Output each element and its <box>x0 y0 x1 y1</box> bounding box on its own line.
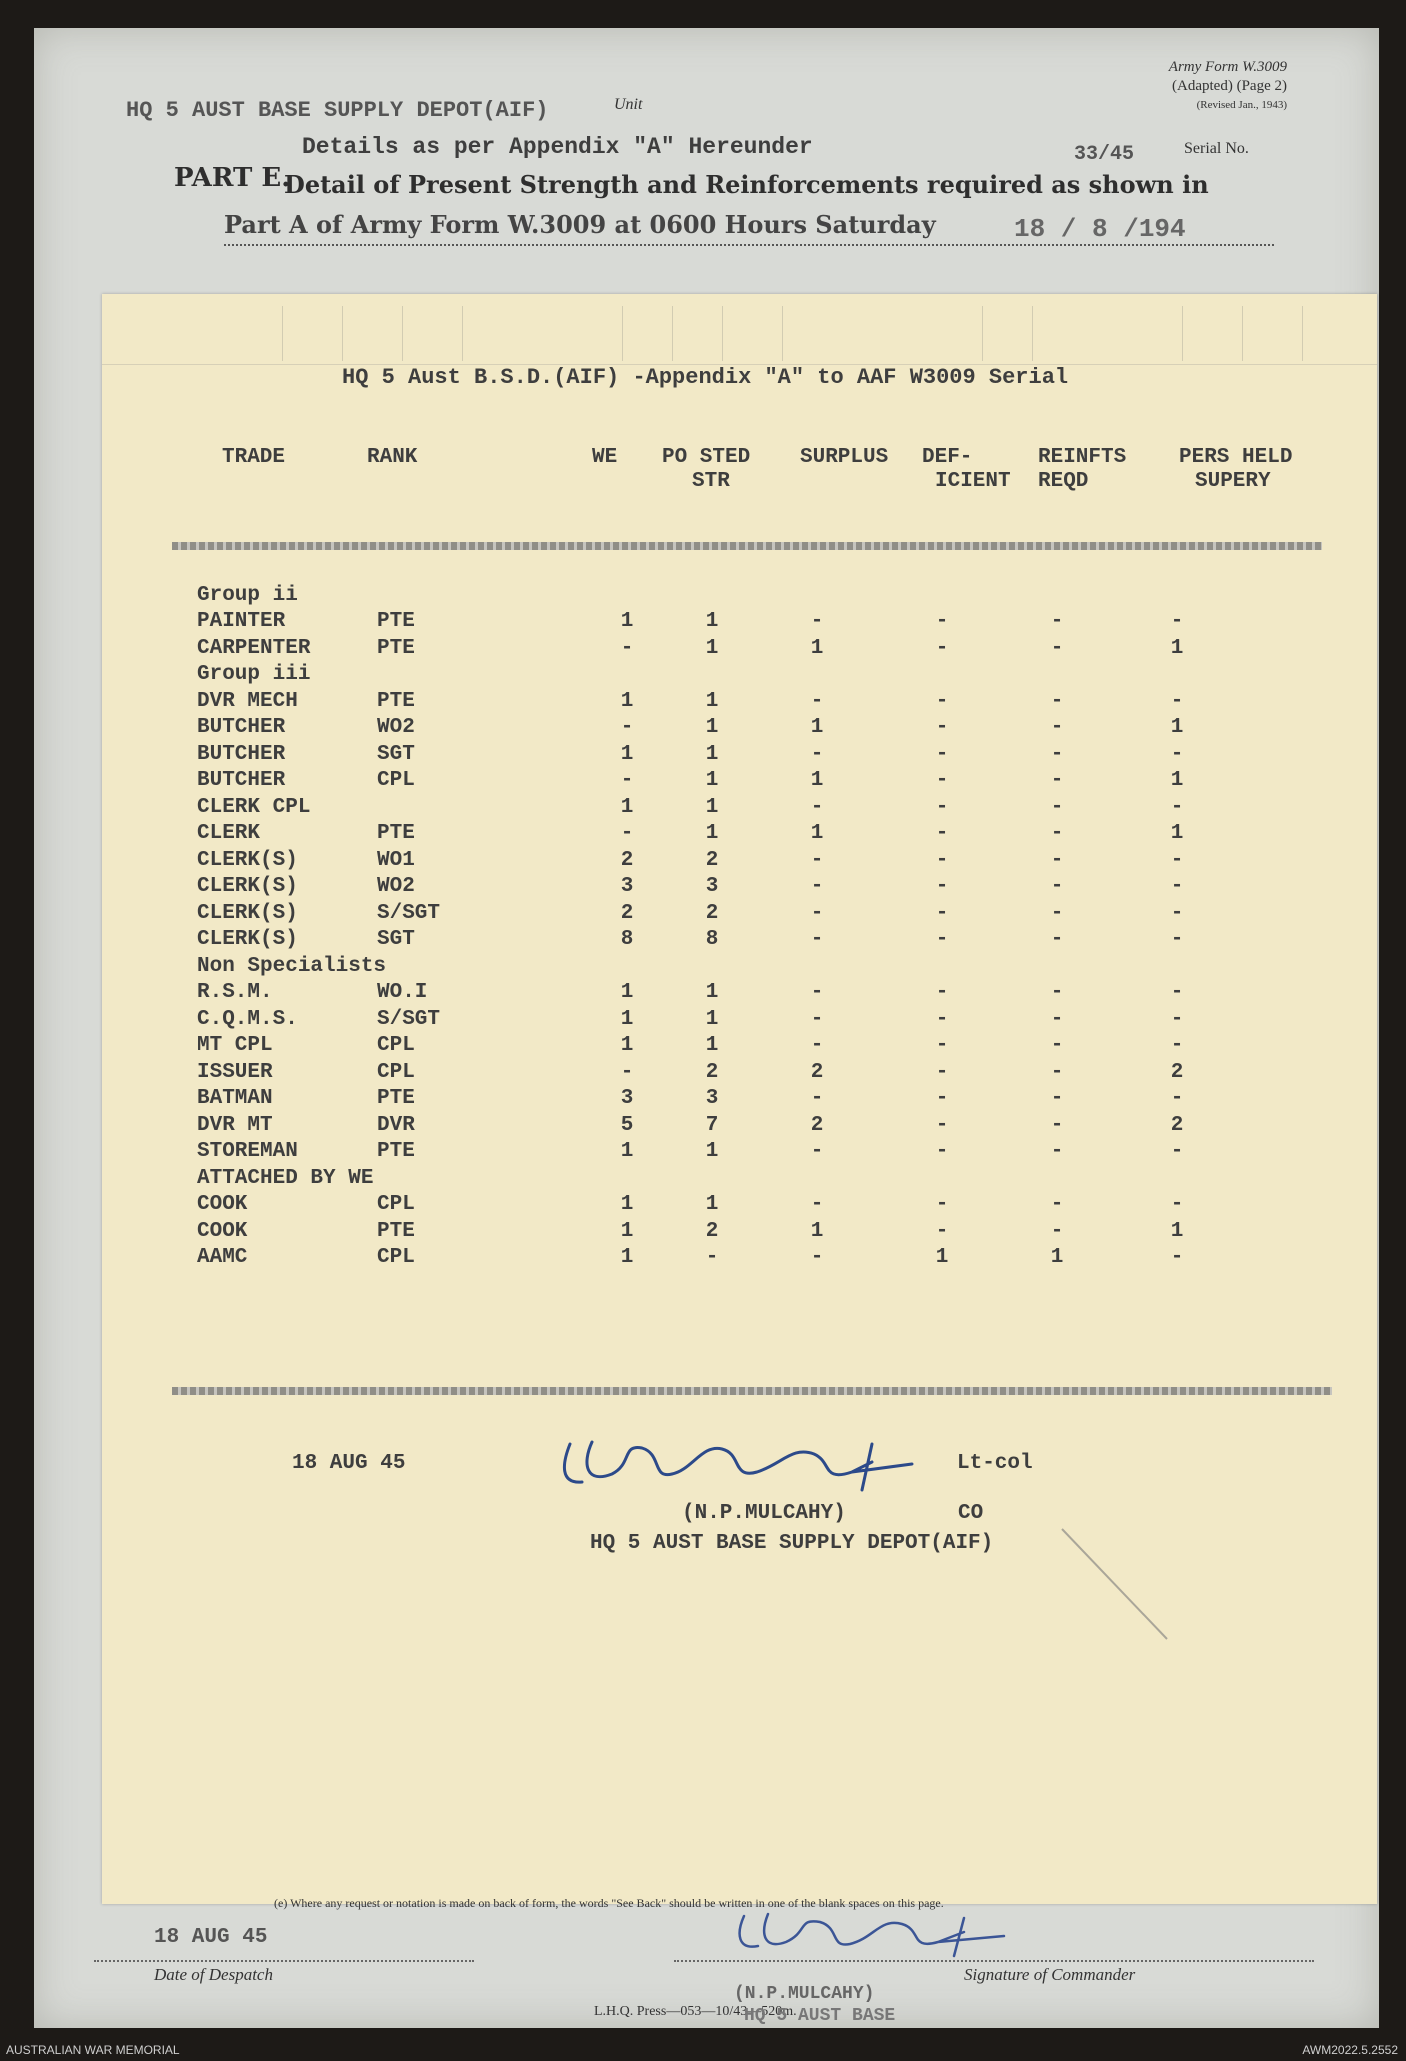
cell-pers: - <box>1170 1140 1184 1164</box>
header-pers-2: SUPERY <box>1195 470 1271 493</box>
header-reinfts: REINFTS <box>1038 446 1127 469</box>
cell-reinfts: - <box>1050 742 1064 766</box>
cell-posted: 1 <box>705 742 719 766</box>
cell-posted: 1 <box>705 822 719 846</box>
cell-surplus: - <box>810 928 824 952</box>
cell-we: 2 <box>620 901 634 925</box>
cell-we: - <box>620 822 634 846</box>
cell-we: - <box>620 636 634 660</box>
cell-reinfts: - <box>1050 848 1064 872</box>
table-row <box>197 1112 1247 1139</box>
cell-trade: CARPENTER <box>197 636 311 660</box>
cell-rank: WO.I <box>377 981 428 1005</box>
table-row <box>197 715 1247 742</box>
form-adapted: (Adapted) (Page 2) <box>1172 78 1287 94</box>
header-we: WE <box>592 446 618 469</box>
cell-rank: CPL <box>377 1193 415 1217</box>
cell-deficient: - <box>935 1087 949 1111</box>
cell-surplus: - <box>810 689 824 713</box>
appendix-name: (N.P.MULCAHY) <box>682 1502 846 1525</box>
cell-deficient: - <box>935 1193 949 1217</box>
cell-pers: - <box>1170 981 1184 1005</box>
form-revised: (Revised Jan., 1943) <box>1196 99 1287 111</box>
cell-deficient: - <box>935 928 949 952</box>
table-row <box>197 1192 1247 1219</box>
header-posted: PO STED <box>662 446 751 469</box>
cell-deficient: - <box>935 636 949 660</box>
cell-trade: AAMC <box>197 1246 248 1270</box>
cell-pers: 1 <box>1170 1219 1184 1243</box>
cell-reinfts: - <box>1050 928 1064 952</box>
cell-reinfts: - <box>1050 875 1064 899</box>
cell-deficient: - <box>935 1007 949 1031</box>
cell-trade: CLERK CPL <box>197 795 311 819</box>
cell-trade: CLERK(S) <box>197 875 298 899</box>
cell-we: - <box>620 716 634 740</box>
cell-surplus: 1 <box>810 1219 824 1243</box>
cell-trade: DVR MECH <box>197 689 298 713</box>
cell-we: 1 <box>620 1034 634 1058</box>
cell-deficient: - <box>935 742 949 766</box>
co-signature <box>552 1424 942 1494</box>
table-row <box>197 874 1247 901</box>
cell-deficient: - <box>935 1113 949 1137</box>
table-row <box>197 1086 1247 1113</box>
cell-surplus: 1 <box>810 716 824 740</box>
pencil-stroke <box>1052 1524 1182 1644</box>
cell-rank: PTE <box>377 1087 415 1111</box>
cell-trade: COOK <box>197 1193 248 1217</box>
unit-label: Unit <box>614 96 643 113</box>
cell-pers: - <box>1170 848 1184 872</box>
table-row <box>197 609 1247 636</box>
cell-we: 5 <box>620 1113 634 1137</box>
cell-we: 1 <box>620 1219 634 1243</box>
cell-deficient: - <box>935 769 949 793</box>
appendix-unit: HQ 5 AUST BASE SUPPLY DEPOT(AIF) <box>590 1532 994 1555</box>
cell-posted: 2 <box>705 848 719 872</box>
cell-pers: - <box>1170 742 1184 766</box>
cell-posted: 1 <box>705 1193 719 1217</box>
cell-surplus: - <box>810 1007 824 1031</box>
cell-reinfts: - <box>1050 1193 1064 1217</box>
cell-rank: SGT <box>377 928 415 952</box>
table-row <box>197 635 1247 662</box>
group-label: ATTACHED BY WE <box>197 1166 374 1190</box>
cell-pers: - <box>1170 610 1184 634</box>
appendix-role: CO <box>958 1502 984 1525</box>
table-row <box>197 900 1247 927</box>
despatch-line <box>94 1960 474 1962</box>
group-label: Group ii <box>197 583 298 607</box>
cell-posted: 1 <box>705 769 719 793</box>
cell-we: 1 <box>620 981 634 1005</box>
cell-reinfts: - <box>1050 1087 1064 1111</box>
cell-reinfts: - <box>1050 1060 1064 1084</box>
despatch-date: 18 AUG 45 <box>154 1926 268 1949</box>
table-row <box>197 741 1247 768</box>
cell-pers: - <box>1170 1034 1184 1058</box>
cell-trade: ISSUER <box>197 1060 273 1084</box>
cell-we: - <box>620 769 634 793</box>
cell-deficient: - <box>935 1140 949 1164</box>
cell-rank: WO1 <box>377 848 415 872</box>
cell-surplus: 1 <box>810 822 824 846</box>
cell-posted: 1 <box>705 716 719 740</box>
cell-deficient: 1 <box>935 1246 949 1270</box>
cell-trade: CLERK(S) <box>197 928 298 952</box>
cell-rank: CPL <box>377 1246 415 1270</box>
cell-deficient: - <box>935 848 949 872</box>
cell-pers: - <box>1170 689 1184 713</box>
title-line-2: Part A of Army Form W.3009 at 0600 Hours Saturday <box>224 210 936 239</box>
cell-pers: - <box>1170 928 1184 952</box>
header-posted-2: STR <box>692 470 730 493</box>
cell-trade: BUTCHER <box>197 769 286 793</box>
date-underline <box>224 244 1274 246</box>
cell-pers: - <box>1170 795 1184 819</box>
cell-posted: 1 <box>705 636 719 660</box>
unit-typed: HQ 5 AUST BASE SUPPLY DEPOT(AIF) <box>126 98 549 123</box>
cell-reinfts: - <box>1050 1140 1064 1164</box>
cell-we: 1 <box>620 689 634 713</box>
cell-trade: DVR MT <box>197 1113 273 1137</box>
cell-posted: 1 <box>705 1007 719 1031</box>
form-name: Army Form W.3009 <box>1168 59 1287 75</box>
header-deficient: DEF- <box>922 446 973 469</box>
cell-rank: S/SGT <box>377 901 441 925</box>
table-row <box>197 794 1247 821</box>
cell-pers: 1 <box>1170 716 1184 740</box>
watermark-right: AWM2022.5.2552 <box>1302 2043 1398 2057</box>
table-row <box>197 768 1247 795</box>
table-row <box>197 821 1247 848</box>
cell-posted: 1 <box>705 795 719 819</box>
table-row <box>197 980 1247 1007</box>
cell-trade: MT CPL <box>197 1034 273 1058</box>
title-line-1: Detail of Present Strength and Reinforcements required as shown in <box>284 170 1209 199</box>
cell-we: - <box>620 1060 634 1084</box>
details-typed: Details as per Appendix "A" Hereunder <box>302 134 813 160</box>
cell-rank: PTE <box>377 610 415 634</box>
cell-surplus: - <box>810 1087 824 1111</box>
cell-pers: - <box>1170 1246 1184 1270</box>
cell-trade: CLERK(S) <box>197 848 298 872</box>
cell-rank: SGT <box>377 742 415 766</box>
cell-surplus: - <box>810 901 824 925</box>
despatch-label: Date of Despatch <box>154 1965 273 1984</box>
header-reinfts-2: REQD <box>1038 470 1089 493</box>
appendix-date: 18 AUG 45 <box>292 1452 406 1475</box>
cell-posted: 2 <box>705 901 719 925</box>
cell-we: 1 <box>620 1246 634 1270</box>
cell-trade: BATMAN <box>197 1087 273 1111</box>
commander-signature <box>724 1904 1024 1960</box>
cell-reinfts: - <box>1050 689 1064 713</box>
cell-pers: - <box>1170 1193 1184 1217</box>
cell-posted: 1 <box>705 981 719 1005</box>
cell-pers: - <box>1170 1007 1184 1031</box>
form-reference <box>1169 58 1287 115</box>
appendix-title: HQ 5 Aust B.S.D.(AIF) -Appendix "A" to AAF W3009 Serial <box>342 365 1069 390</box>
cell-trade: R.S.M. <box>197 981 273 1005</box>
cell-surplus: - <box>810 875 824 899</box>
cell-rank: PTE <box>377 689 415 713</box>
cell-surplus: 2 <box>810 1060 824 1084</box>
appendix-sheet <box>102 294 1377 1904</box>
cell-deficient: - <box>935 1219 949 1243</box>
cell-reinfts: - <box>1050 610 1064 634</box>
cell-reinfts: - <box>1050 716 1064 740</box>
cell-deficient: - <box>935 822 949 846</box>
cell-surplus: - <box>810 610 824 634</box>
cell-we: 1 <box>620 610 634 634</box>
cell-trade: BUTCHER <box>197 742 286 766</box>
table-row <box>197 927 1247 954</box>
cell-rank: WO2 <box>377 875 415 899</box>
part-label: PART E. <box>174 163 291 193</box>
cell-we: 1 <box>620 1007 634 1031</box>
group-heading <box>197 1165 1247 1192</box>
cell-trade: COOK <box>197 1219 248 1243</box>
cell-surplus: - <box>810 1193 824 1217</box>
cell-posted: 8 <box>705 928 719 952</box>
cell-deficient: - <box>935 901 949 925</box>
cell-trade: PAINTER <box>197 610 286 634</box>
cell-we: 1 <box>620 742 634 766</box>
cell-surplus: - <box>810 1246 824 1270</box>
cell-surplus: - <box>810 795 824 819</box>
table-row <box>197 1139 1247 1166</box>
cell-deficient: - <box>935 610 949 634</box>
header-surplus: SURPLUS <box>800 446 889 469</box>
cell-pers: - <box>1170 1087 1184 1111</box>
header-deficient-2: ICIENT <box>935 470 1011 493</box>
cell-we: 1 <box>620 1140 634 1164</box>
cell-rank: S/SGT <box>377 1007 441 1031</box>
cell-trade: CLERK <box>197 822 261 846</box>
cell-reinfts: - <box>1050 1007 1064 1031</box>
cell-rank: CPL <box>377 769 415 793</box>
date-typed: 18 / 8 /194 <box>1014 214 1186 244</box>
cell-reinfts: - <box>1050 1219 1064 1243</box>
cell-pers: 1 <box>1170 822 1184 846</box>
cell-surplus: - <box>810 1034 824 1058</box>
cell-surplus: - <box>810 742 824 766</box>
group-label: Group iii <box>197 663 311 687</box>
cell-deficient: - <box>935 689 949 713</box>
cell-reinfts: - <box>1050 901 1064 925</box>
cell-we: 8 <box>620 928 634 952</box>
serial-label: Serial No. <box>1184 140 1249 157</box>
cell-reinfts: - <box>1050 636 1064 660</box>
header-rank: RANK <box>367 446 418 469</box>
cell-pers: 1 <box>1170 636 1184 660</box>
header-rule <box>172 542 1322 550</box>
cell-surplus: - <box>810 848 824 872</box>
cell-rank: PTE <box>377 1140 415 1164</box>
cell-rank <box>377 794 587 821</box>
cell-surplus: - <box>810 981 824 1005</box>
cell-posted: - <box>705 1246 719 1270</box>
table-row <box>197 847 1247 874</box>
cell-posted: 1 <box>705 1140 719 1164</box>
table-row <box>197 1218 1247 1245</box>
cell-surplus: - <box>810 1140 824 1164</box>
ghost-column-headers <box>102 294 1377 365</box>
group-heading <box>197 582 1247 609</box>
cell-we: 2 <box>620 848 634 872</box>
table-row <box>197 1006 1247 1033</box>
signature-line <box>674 1960 1314 1962</box>
table-row <box>197 688 1247 715</box>
cell-posted: 2 <box>705 1219 719 1243</box>
cell-rank: CPL <box>377 1060 415 1084</box>
cell-trade: CLERK(S) <box>197 901 298 925</box>
appendix-rank-suffix: Lt-col <box>957 1452 1033 1475</box>
cell-deficient: - <box>935 716 949 740</box>
cell-posted: 2 <box>705 1060 719 1084</box>
table-row <box>197 1059 1247 1086</box>
cell-we: 3 <box>620 875 634 899</box>
cell-trade: BUTCHER <box>197 716 286 740</box>
bottom-typed-name: (N.P.MULCAHY) <box>734 1984 875 2004</box>
signature-label: Signature of Commander <box>964 1965 1136 1984</box>
cell-rank: CPL <box>377 1034 415 1058</box>
cell-reinfts: - <box>1050 822 1064 846</box>
cell-deficient: - <box>935 795 949 819</box>
cell-pers: 2 <box>1170 1113 1184 1137</box>
cell-rank: WO2 <box>377 716 415 740</box>
cell-surplus: 1 <box>810 636 824 660</box>
table-row <box>197 1245 1247 1272</box>
group-heading <box>197 953 1247 980</box>
cell-posted: 1 <box>705 689 719 713</box>
watermark-left: AUSTRALIAN WAR MEMORIAL <box>6 2043 180 2057</box>
cell-rank: PTE <box>377 1219 415 1243</box>
cell-reinfts: 1 <box>1050 1246 1064 1270</box>
cell-posted: 1 <box>705 610 719 634</box>
cell-rank: PTE <box>377 822 415 846</box>
cell-deficient: - <box>935 875 949 899</box>
cell-pers: 2 <box>1170 1060 1184 1084</box>
header-pers: PERS HELD <box>1179 446 1293 469</box>
table-row <box>197 1033 1247 1060</box>
footer-note: (e) Where any request or notation is made on back of form, the words "See Back" should be written in one of the blank spaces on this page. <box>274 1896 944 1910</box>
cell-reinfts: - <box>1050 981 1064 1005</box>
cell-pers: - <box>1170 875 1184 899</box>
cell-surplus: 1 <box>810 769 824 793</box>
cell-we: 3 <box>620 1087 634 1111</box>
cell-reinfts: - <box>1050 1113 1064 1137</box>
cell-reinfts: - <box>1050 1034 1064 1058</box>
cell-rank: DVR <box>377 1113 415 1137</box>
cell-surplus: 2 <box>810 1113 824 1137</box>
cell-reinfts: - <box>1050 769 1064 793</box>
cell-we: 1 <box>620 795 634 819</box>
cell-trade: STOREMAN <box>197 1140 298 1164</box>
cell-posted: 3 <box>705 875 719 899</box>
bottom-typed-unit: HQ 5 AUST BASE <box>744 2006 896 2026</box>
cell-reinfts: - <box>1050 795 1064 819</box>
cell-we: 1 <box>620 1193 634 1217</box>
footer-rule <box>172 1387 1332 1395</box>
cell-posted: 3 <box>705 1087 719 1111</box>
cell-posted: 1 <box>705 1034 719 1058</box>
group-label: Non Specialists <box>197 954 387 978</box>
cell-posted: 7 <box>705 1113 719 1137</box>
cell-deficient: - <box>935 1060 949 1084</box>
cell-rank: PTE <box>377 636 415 660</box>
cell-pers: 1 <box>1170 769 1184 793</box>
cell-deficient: - <box>935 981 949 1005</box>
cell-trade: C.Q.M.S. <box>197 1007 298 1031</box>
cell-deficient: - <box>935 1034 949 1058</box>
serial-typed: 33/45 <box>1074 143 1135 166</box>
strength-table <box>197 582 1247 1271</box>
header-trade: TRADE <box>222 446 286 469</box>
press-line: L.H.Q. Press—053—10/43—520m. <box>594 2004 797 2019</box>
form-sheet <box>34 28 1379 2028</box>
cell-pers: - <box>1170 901 1184 925</box>
group-heading <box>197 662 1247 689</box>
